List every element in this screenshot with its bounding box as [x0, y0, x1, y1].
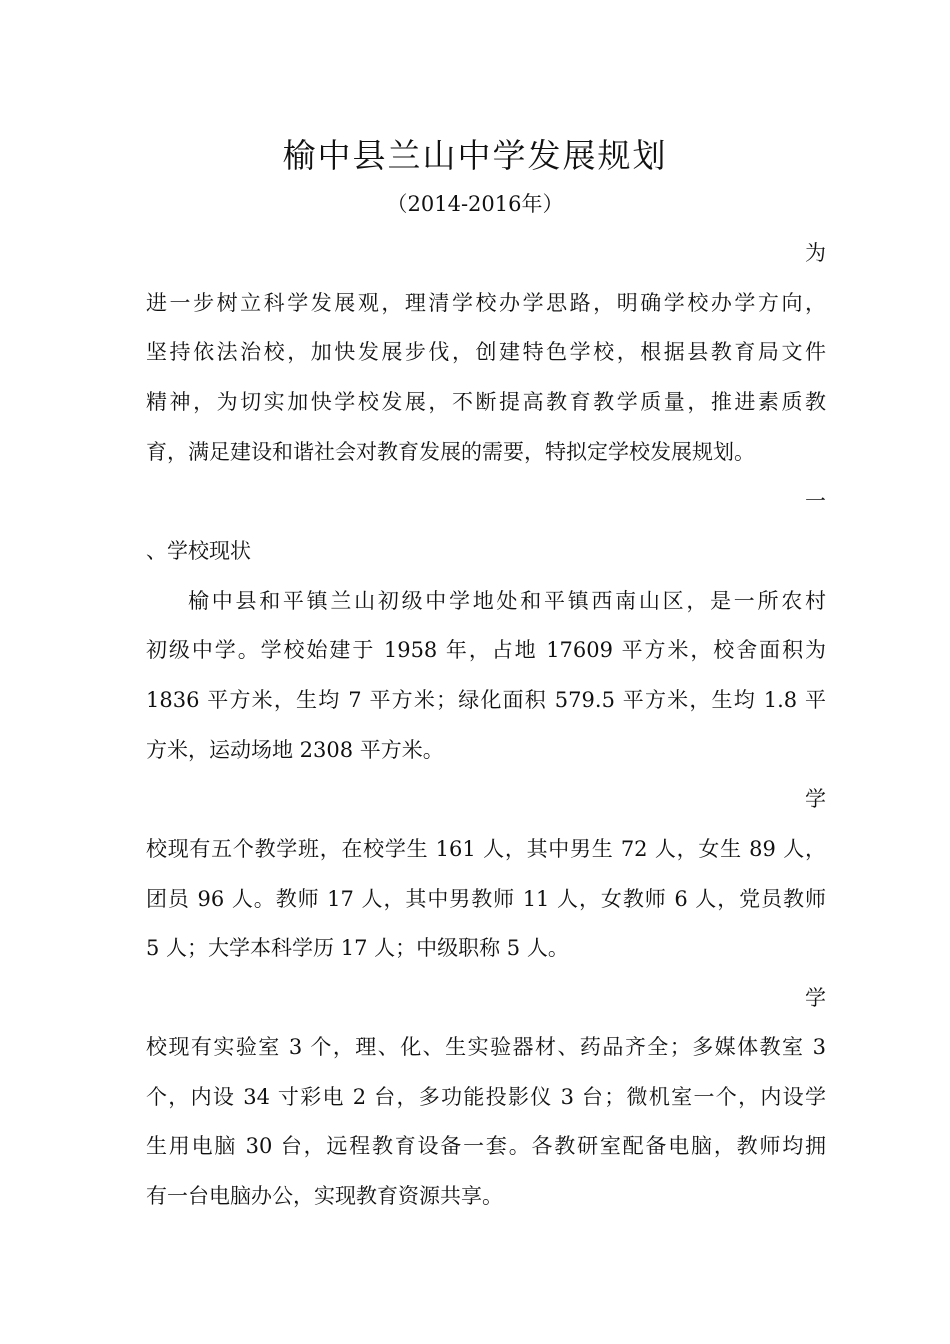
- para2-line: 团员 96 人。教师 17 人，其中男教师 11 人，女教师 6 人，党员教师: [146, 887, 826, 911]
- para2-line: 5 人；大学本科学历 17 人；中级职称 5 人。: [146, 936, 569, 960]
- intro-lead-char: 为: [805, 241, 826, 265]
- section-heading: 、学校现状: [146, 539, 251, 563]
- para3-line: 校现有实验室 3 个，理、化、生实验器材、药品齐全；多媒体教室 3: [146, 1035, 826, 1059]
- para2-line: 校现有五个教学班，在校学生 161 人，其中男生 72 人，女生 89 人，: [146, 837, 826, 861]
- para2-lead-char: 学: [805, 787, 826, 811]
- intro-line: 精神，为切实加快学校发展，不断提高教育教学质量，推进素质教: [146, 390, 826, 414]
- intro-line: 进一步树立科学发展观，理清学校办学思路，明确学校办学方向，: [146, 291, 826, 315]
- document-title: 榆中县兰山中学发展规划: [282, 136, 668, 175]
- para1-line: 初级中学。学校始建于 1958 年，占地 17609 平方米，校舍面积为: [146, 638, 826, 662]
- para1-line: 方米，运动场地 2308 平方米。: [146, 738, 444, 762]
- document-subtitle: （2014-2016年）: [386, 192, 564, 216]
- para1-line: 1836 平方米，生均 7 平方米；绿化面积 579.5 平方米，生均 1.8 平: [146, 688, 826, 712]
- section-number: 一: [805, 489, 826, 513]
- intro-line: 坚持依法治校，加快发展步伐，创建特色学校，根据县教育局文件: [146, 340, 826, 364]
- intro-line: 育，满足建设和谐社会对教育发展的需要，特拟定学校发展规划。: [146, 440, 755, 464]
- para3-line: 个，内设 34 寸彩电 2 台，多功能投影仪 3 台；微机室一个，内设学: [146, 1085, 826, 1109]
- para1-line: 榆中县和平镇兰山初级中学地处和平镇西南山区，是一所农村: [188, 589, 826, 613]
- para3-line: 生用电脑 30 台，远程教育设备一套。各教研室配备电脑，教师均拥: [146, 1134, 826, 1158]
- para3-lead-char: 学: [805, 986, 826, 1010]
- para3-line: 有一台电脑办公，实现教育资源共享。: [146, 1184, 503, 1208]
